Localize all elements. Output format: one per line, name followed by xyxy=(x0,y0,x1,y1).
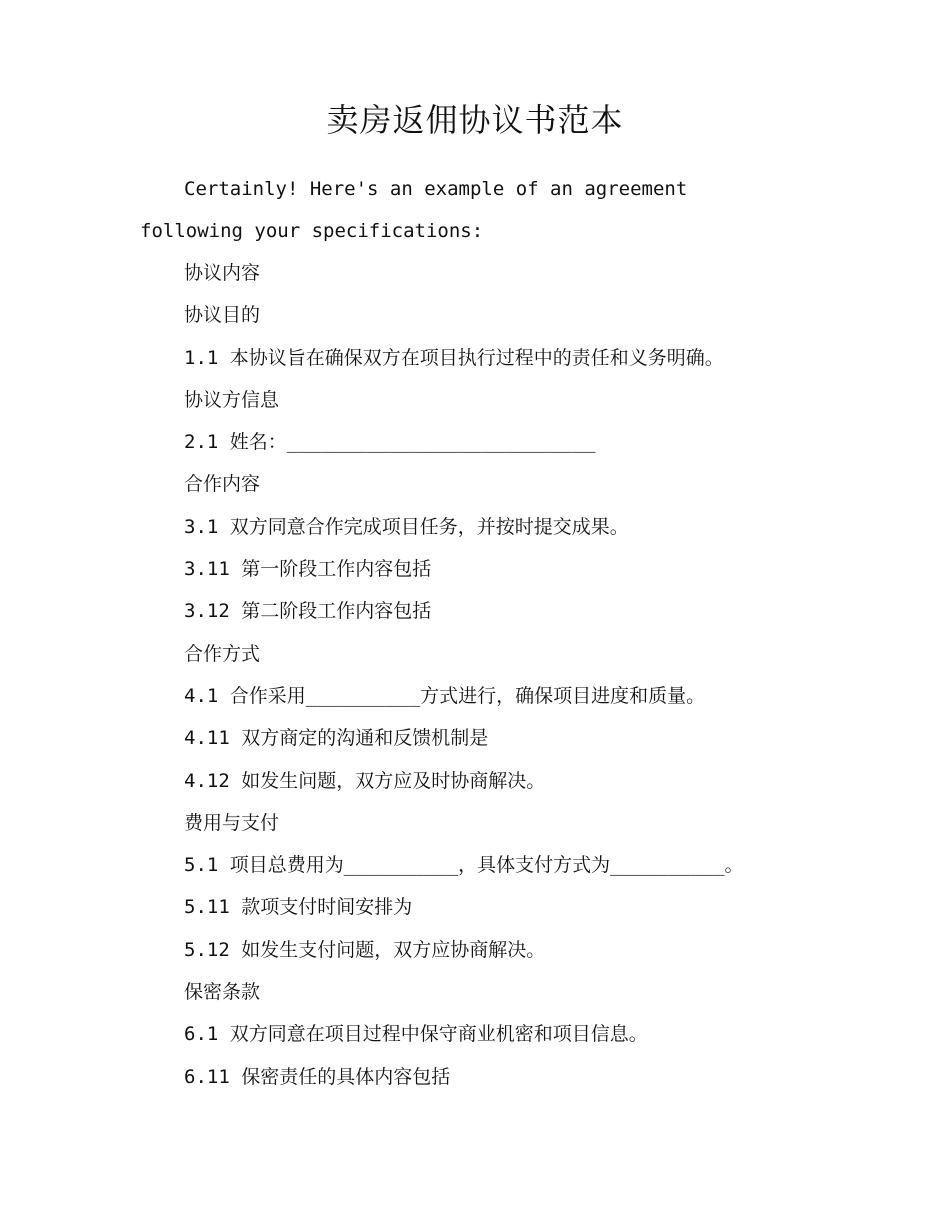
section-heading-parties: 协议方信息 xyxy=(184,388,280,411)
clause-4-12: 4.12 如发生问题，双方应及时协商解决。 xyxy=(184,769,546,792)
section-heading-content: 协议内容 xyxy=(184,262,261,284)
agreement-body xyxy=(184,252,884,1098)
document-title: 卖房返佣协议书范本 xyxy=(326,101,624,139)
clause-1-1: 1.1 本协议旨在确保双方在项目执行过程中的责任和义务明确。 xyxy=(184,346,724,369)
clause-5-11: 5.11 款项支付时间安排为 xyxy=(184,896,413,919)
clause-4-11: 4.11 双方商定的沟通和反馈机制是 xyxy=(184,727,489,750)
clause-6-1: 6.1 双方同意在项目过程中保守商业机密和项目信息。 xyxy=(184,1023,648,1046)
section-heading-cooperation-method: 合作方式 xyxy=(184,642,261,665)
clause-6-11: 6.11 保密责任的具体内容包括 xyxy=(184,1065,451,1088)
intro-paragraph: Certainly! Here's an example of an agreement following your specifications: xyxy=(140,178,699,242)
clause-3-1: 3.1 双方同意合作完成项目任务，并按时提交成果。 xyxy=(184,515,629,538)
section-heading-fees: 费用与支付 xyxy=(184,811,280,834)
clause-5-12: 5.12 如发生支付问题，双方应协商解决。 xyxy=(184,938,546,961)
clause-3-11: 3.11 第一阶段工作内容包括 xyxy=(184,558,432,581)
section-heading-cooperation-content: 合作内容 xyxy=(184,473,261,496)
section-heading-purpose: 协议目的 xyxy=(184,304,261,327)
clause-4-1: 4.1 合作采用__________方式进行，确保项目进度和质量。 xyxy=(184,684,706,707)
clause-5-1: 5.1 项目总费用为__________，具体支付方式为__________。 xyxy=(184,854,744,877)
section-heading-confidentiality: 保密条款 xyxy=(184,981,261,1004)
clause-2-1: 2.1 姓名：___________________________ xyxy=(184,431,596,454)
clause-3-12: 3.12 第二阶段工作内容包括 xyxy=(184,600,432,623)
